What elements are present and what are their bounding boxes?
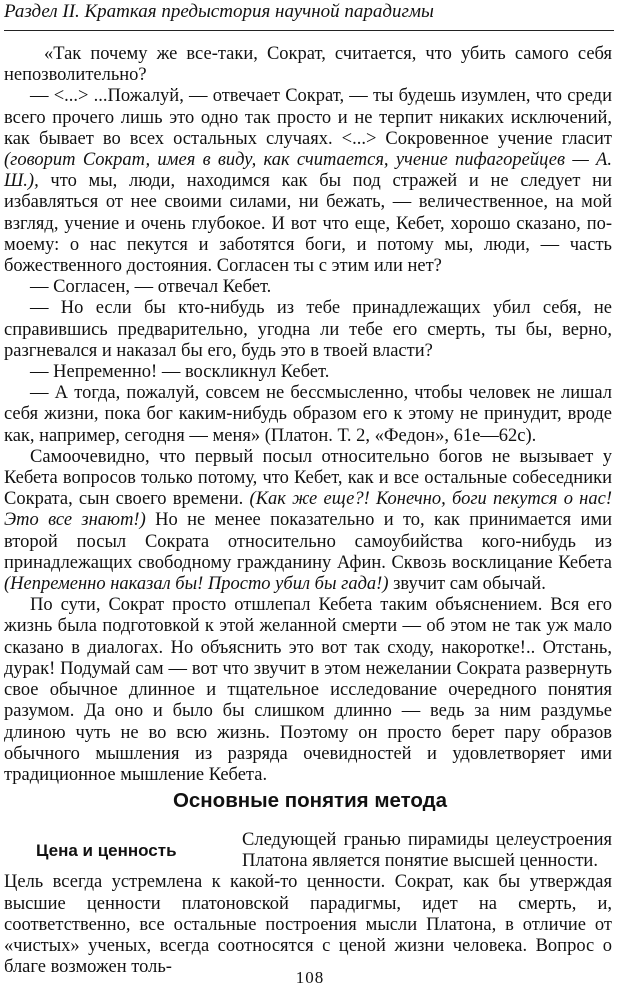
paragraph: — Но если бы кто-нибудь из тебе принадлежащих убил себя, не справившись предварительно, угодна ли тебе его смерть, ты бы, верно, разгневался и наказал бы его, будь это в твоей власти? <box>4 298 612 361</box>
italic-remark: (Непременно наказал бы! Просто убил бы гада!) <box>4 574 389 595</box>
section-heading: Основные понятия метода <box>172 789 448 812</box>
paragraph: Цель всегда устремлена к какой-то ценности. Сократ, как бы утверждая высшие ценности платоновской парадигмы, идет на смерть, и, соответственно, все остальные построения мысли Платона, в отличие от «чистых» ученых, всегда соотносятся с ценой жизни человека. Вопрос о благе возможен толь- <box>4 872 612 978</box>
text-run: — <...> ...Пожалуй, — отвечает Сократ, — ты будешь изумлен, что среди всего прочего лишь это одно так просто и не терпит никаких исключений, как бывает во всех остальных случаях. <...> Сокровенное учение гласит <box>4 86 612 149</box>
running-head: Раздел II. Краткая предыстория научной парадигмы <box>4 1 434 22</box>
text-run: Но не менее показательно и то, как принимается ими второй посыл Сократа относительно самоубийства кого-нибудь из принадлежащих свободному гражданину Афин. Сквозь восклицание Кебета <box>4 510 613 573</box>
subsection-heading: Цена и ценность <box>36 841 177 860</box>
page-number: 108 <box>295 968 325 987</box>
italic-remark: (Как же еще?! Конечно, боги пекутся о нас! Это все знают!) <box>4 489 612 531</box>
section-text <box>4 830 612 978</box>
italic-remark: (говорит Сократ, имея в виду, как считается, учение пифагорейцев — А. Ш.), <box>4 150 612 192</box>
text-run: Самоочевидно, что первый посыл относительно богов не вызывает у Кебета вопросов только потому, что Кебет, как и все остальные собеседники Сократа, сын своего времени. <box>4 446 612 510</box>
paragraph: По сути, Сократ просто отшлепал Кебета таким объяснением. Вся его жизнь была подготовкой к этой желанной смерти — об этом не так уж мало сказано в диалогах. Но объяснить это вот так сходу, накоротке!.. Отстань, дурак! Подумай сам — вот что звучит в этом нежелании Сократа развернуть свое обычное длинное и тщательное исследование очередного понятия разумом. Да оно и было бы слишком длинно — ведь за ним раздумье длиною чуть не во всю жизнь. Поэтому он просто берет пару образов обычного мышления из разряда очевидностей и удовлетворяет ими традиционное мышление Кебета. <box>4 595 612 785</box>
header-rule <box>4 30 614 31</box>
text-run: что мы, люди, находимся как бы под стражей и не следует ни избавляться от нее своими силами, ни бежать, — величественное, на мой взгляд, учение и очень глубокое. И вот что еще, Кебет, хорошо сказано, по-моему: о нас пекутся и заботятся боги, и потому мы, люди, — часть божественного достояния. Согласен ты с этим или нет? <box>4 171 612 277</box>
main-text <box>4 44 612 786</box>
side-paragraph: Следующей гранью пирамиды целеустроения Платона является понятие высшей ценности. <box>242 830 612 872</box>
paragraph: «Так почему же все-таки, Сократ, считается, что убить самого себя непозволительно? <box>4 44 612 86</box>
paragraph <box>4 447 612 595</box>
paragraph: — Согласен, — отвечал Кебет. <box>30 277 272 298</box>
text-run: звучит сам обычай. <box>388 574 546 595</box>
paragraph: — А тогда, пожалуй, совсем не бессмысленно, чтобы человек не лишал себя жизни, пока бог каким-нибудь образом его к этому не принудит, вроде как, например, сегодня — меня» (Платон. Т. 2, «Федон», 61е—62с). <box>4 383 612 446</box>
paragraph <box>4 86 612 277</box>
paragraph: — Непременно! — воскликнул Кебет. <box>30 362 330 383</box>
